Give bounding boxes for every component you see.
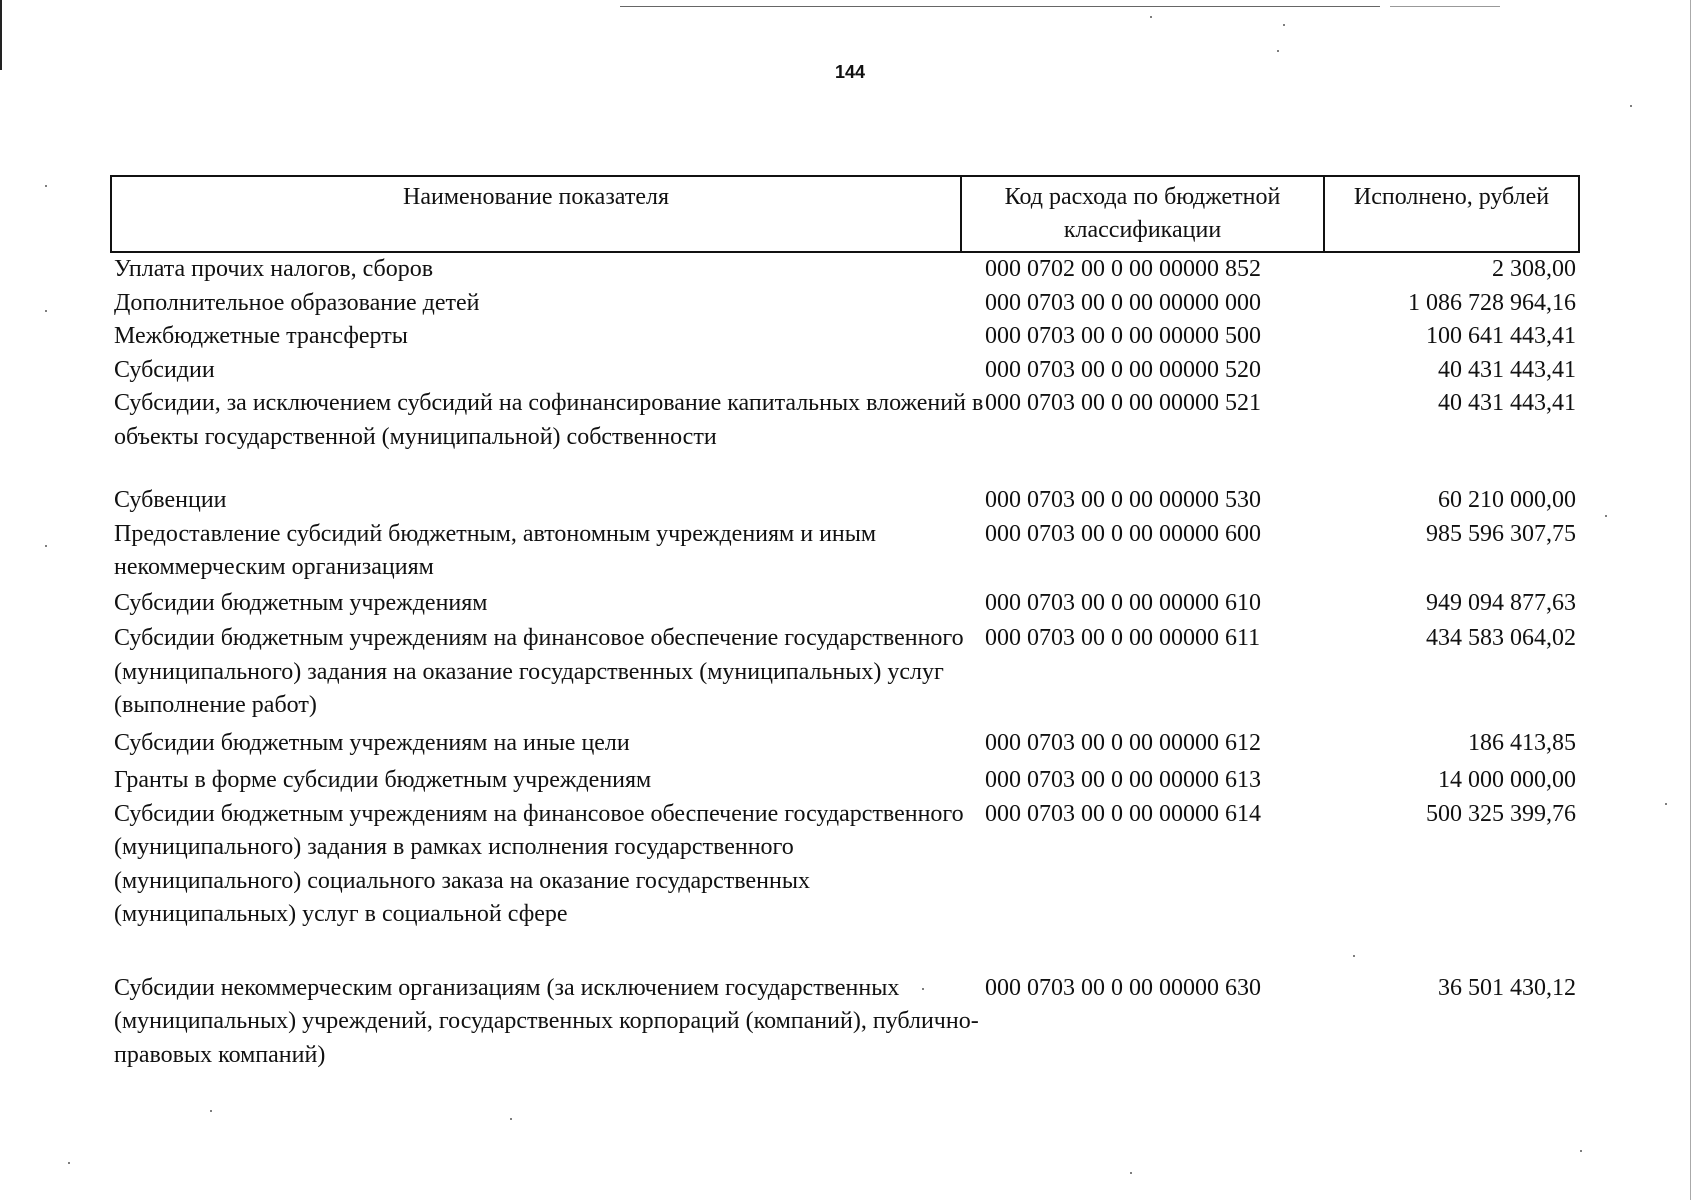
row-name: Субсидии: [114, 356, 215, 383]
scan-speck: [1630, 105, 1632, 107]
header-name: Наименование показателя: [112, 177, 962, 251]
table-row: [110, 354, 1580, 388]
table-body: [110, 253, 1580, 1072]
scan-top-line: [620, 6, 1380, 7]
row-name: Субсидии некоммерческим организациям (за исключением государственных (муниципальных) учреждений, государственных корпораций (компаний), публично-правовых компаний): [114, 974, 979, 1068]
row-code: 000 0703 00 0 00 00000 500: [985, 323, 1261, 349]
scan-speck: [68, 1162, 70, 1164]
row-code: 000 0703 00 0 00 00000 612: [985, 729, 1261, 756]
row-code: 000 0703 00 0 00 00000 520: [985, 356, 1261, 383]
table-row: [110, 727, 1580, 761]
header-code: Код расхода по бюджетной классификации: [962, 177, 1325, 251]
table-row: [110, 287, 1580, 321]
row-name: Предоставление субсидий бюджетным, автономным учреждениям и иным некоммерческим организациям: [114, 520, 877, 580]
scan-speck: [1665, 803, 1667, 805]
scan-speck: [1605, 515, 1607, 517]
row-name: Уплата прочих налогов, сборов: [114, 256, 434, 282]
scan-speck: [1130, 1172, 1132, 1174]
row-name: Субвенции: [114, 487, 227, 513]
row-name: Субсидии бюджетным учреждениям: [114, 589, 488, 616]
row-name: Субсидии бюджетным учреждениям на финансовое обеспечение государственного (муниципального) задания в рамках исполнения государственного (муниципального) социального заказа на оказание государственных (муниципальных) услуг в социальной сфере: [114, 800, 964, 927]
row-code: 000 0703 00 0 00 00000 530: [985, 487, 1261, 513]
table-row: [110, 387, 1580, 454]
row-amount: 949 094 877,63: [1426, 589, 1576, 616]
scan-top-line: [1390, 6, 1500, 7]
row-amount: 36 501 430,12: [1438, 974, 1576, 1001]
header-amount: Исполнено, рублей: [1353, 184, 1550, 210]
row-amount: 186 413,85: [1468, 729, 1576, 756]
row-code: 000 0703 00 0 00 00000 630: [985, 974, 1261, 1001]
scan-speck: [45, 310, 47, 312]
page-number: 144: [834, 62, 866, 82]
row-amount: 60 210 000,00: [1438, 487, 1576, 513]
scan-speck: [45, 545, 47, 547]
row-amount: 985 596 307,75: [1426, 520, 1576, 547]
scan-speck: [1580, 1150, 1582, 1152]
row-name: Дополнительное образование детей: [114, 289, 480, 316]
row-name: Субсидии бюджетным учреждениям на иные цели: [114, 729, 630, 756]
row-code: 000 0703 00 0 00 00000 613: [985, 767, 1261, 793]
scan-speck: [1353, 955, 1355, 957]
row-amount: 100 641 443,41: [1426, 323, 1576, 349]
row-code: 000 0703 00 0 00 00000 614: [985, 800, 1261, 827]
row-amount: 14 000 000,00: [1438, 767, 1576, 793]
row-code: 000 0702 00 0 00 00000 852: [985, 256, 1261, 282]
row-amount: 2 308,00: [1492, 256, 1576, 282]
scan-speck: [922, 988, 924, 990]
table-row: [110, 622, 1580, 723]
row-code: 000 0703 00 0 00 00000 600: [985, 520, 1261, 547]
scan-speck: [1150, 16, 1152, 18]
table-row: [110, 320, 1580, 354]
row-name: Гранты в форме субсидии бюджетным учреждениям: [114, 767, 652, 793]
scan-speck: [510, 1118, 512, 1120]
row-code: 000 0703 00 0 00 00000 611: [985, 625, 1261, 651]
row-amount: 434 583 064,02: [1426, 625, 1576, 651]
row-code: 000 0703 00 0 00 00000 521: [985, 390, 1261, 416]
row-amount: 500 325 399,76: [1426, 800, 1576, 827]
table-row: [110, 972, 1580, 1073]
scan-edge-mark: [0, 0, 2, 70]
scan-speck: [45, 185, 47, 187]
row-name: Субсидии бюджетным учреждениям на финансовое обеспечение государственного (муниципального) задания на оказание государственных (муниципальных) услуг (выполнение работ): [114, 625, 964, 718]
row-code: 000 0703 00 0 00 00000 610: [985, 589, 1261, 616]
table-row: [110, 798, 1580, 932]
row-name: Субсидии, за исключением субсидий на софинансирование капитальных вложений в объекты государственной (муниципальной) собственности: [114, 390, 984, 450]
table-row: [110, 518, 1580, 585]
table-row: [110, 253, 1580, 287]
table-row: [110, 484, 1580, 518]
table-row: [110, 587, 1580, 621]
scan-speck: [1277, 50, 1279, 52]
table-row: [110, 764, 1580, 798]
row-amount: 1 086 728 964,16: [1408, 289, 1576, 316]
table-header: [110, 175, 1580, 253]
row-amount: 40 431 443,41: [1438, 356, 1576, 383]
row-name: Межбюджетные трансферты: [114, 323, 408, 349]
scan-right-edge: [1690, 0, 1691, 1200]
row-amount: 40 431 443,41: [1438, 390, 1576, 416]
row-code: 000 0703 00 0 00 00000 000: [985, 289, 1261, 316]
scan-speck: [210, 1110, 212, 1112]
scan-speck: [1283, 24, 1285, 26]
